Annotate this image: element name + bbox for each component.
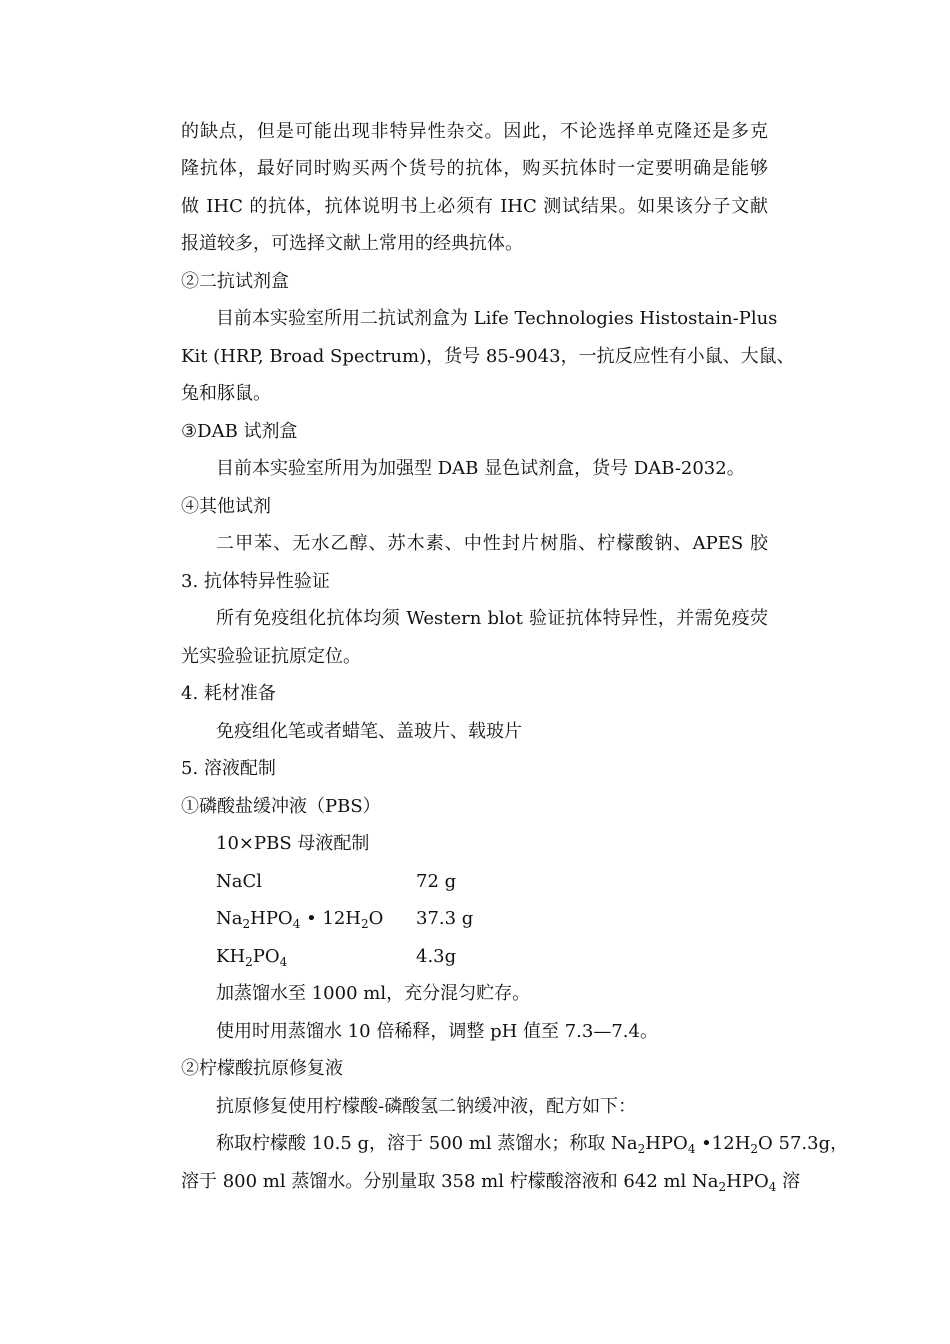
paragraph-line: 目前本实验室所用二抗试剂盒为 Life Technologies Histostain-Plus: [216, 308, 778, 329]
paragraph-line: 免疫组化笔或者蜡笔、盖玻片、载玻片: [216, 721, 522, 742]
paragraph-line: 做 IHC 的抗体，抗体说明书上必须有 IHC 测试结果。如果该分子文献: [181, 196, 768, 217]
paragraph-line: 抗原修复使用柠檬酸-磷酸氢二钠缓冲液，配方如下：: [216, 1096, 637, 1117]
paragraph-line: 加蒸馏水至 1000 ml，充分混匀贮存。: [216, 983, 531, 1004]
reagent-amount: 72 g: [416, 871, 457, 892]
paragraph-line: 所有免疫组化抗体均须 Western blot 验证抗体特异性，并需免疫荧: [216, 608, 768, 629]
subsection-heading: ③DAB 试剂盒: [181, 421, 298, 442]
paragraph-line: 称取柠檬酸 10.5 g，溶于 500 ml 蒸馏水；称取 $Na_2HPO_4$ $•12H_2O$ 57.3g，: [216, 1133, 849, 1156]
reagent-name: $KH_2PO_4$: [216, 946, 288, 969]
paragraph-line: 目前本实验室所用为加强型 DAB 显色试剂盒，货号 DAB-2032。: [216, 458, 745, 479]
subsection-heading: ④其他试剂: [181, 496, 271, 517]
paragraph-line: 溶于 800 ml 蒸馏水。分别量取 358 ml 柠檬酸溶液和 642 ml $Na_2HPO_4$ 溶: [181, 1171, 801, 1194]
subsection-heading: ①磷酸盐缓冲液（PBS）: [181, 796, 381, 817]
reagent-amount: 37.3 g: [416, 908, 474, 929]
section-heading: 3. 抗体特异性验证: [181, 571, 330, 592]
paragraph-line: 的缺点，但是可能出现非特异性杂交。因此，不论选择单克隆还是多克: [181, 121, 768, 142]
paragraph-line: Kit (HRP, Broad Spectrum)，货号 85-9043，一抗反应性有小鼠、大鼠、: [181, 346, 795, 367]
paragraph-line: 二甲苯、无水乙醇、苏木素、中性封片树脂、柠檬酸钠、APES 胶: [216, 533, 768, 554]
reagent-amount: 4.3g: [416, 946, 457, 967]
section-heading: 4. 耗材准备: [181, 683, 276, 704]
reagent-name: NaCl: [216, 871, 263, 892]
section-heading: 5. 溶液配制: [181, 758, 276, 779]
subsection-heading: ②二抗试剂盒: [181, 271, 289, 292]
subsection-heading: ②柠檬酸抗原修复液: [181, 1058, 343, 1079]
paragraph-line: 兔和豚鼠。: [181, 383, 271, 404]
reagent-name: $Na_2HPO_4$ • $12H_2O$: [216, 908, 384, 931]
paragraph-line: 报道较多，可选择文献上常用的经典抗体。: [181, 233, 523, 254]
paragraph-line: 10×PBS 母液配制: [216, 833, 370, 854]
paragraph-line: 光实验验证抗原定位。: [181, 646, 361, 667]
paragraph-line: 隆抗体，最好同时购买两个货号的抗体，购买抗体时一定要明确是能够: [181, 158, 768, 179]
paragraph-line: 使用时用蒸馏水 10 倍稀释，调整 pH 值至 7.3—7.4。: [216, 1021, 658, 1042]
